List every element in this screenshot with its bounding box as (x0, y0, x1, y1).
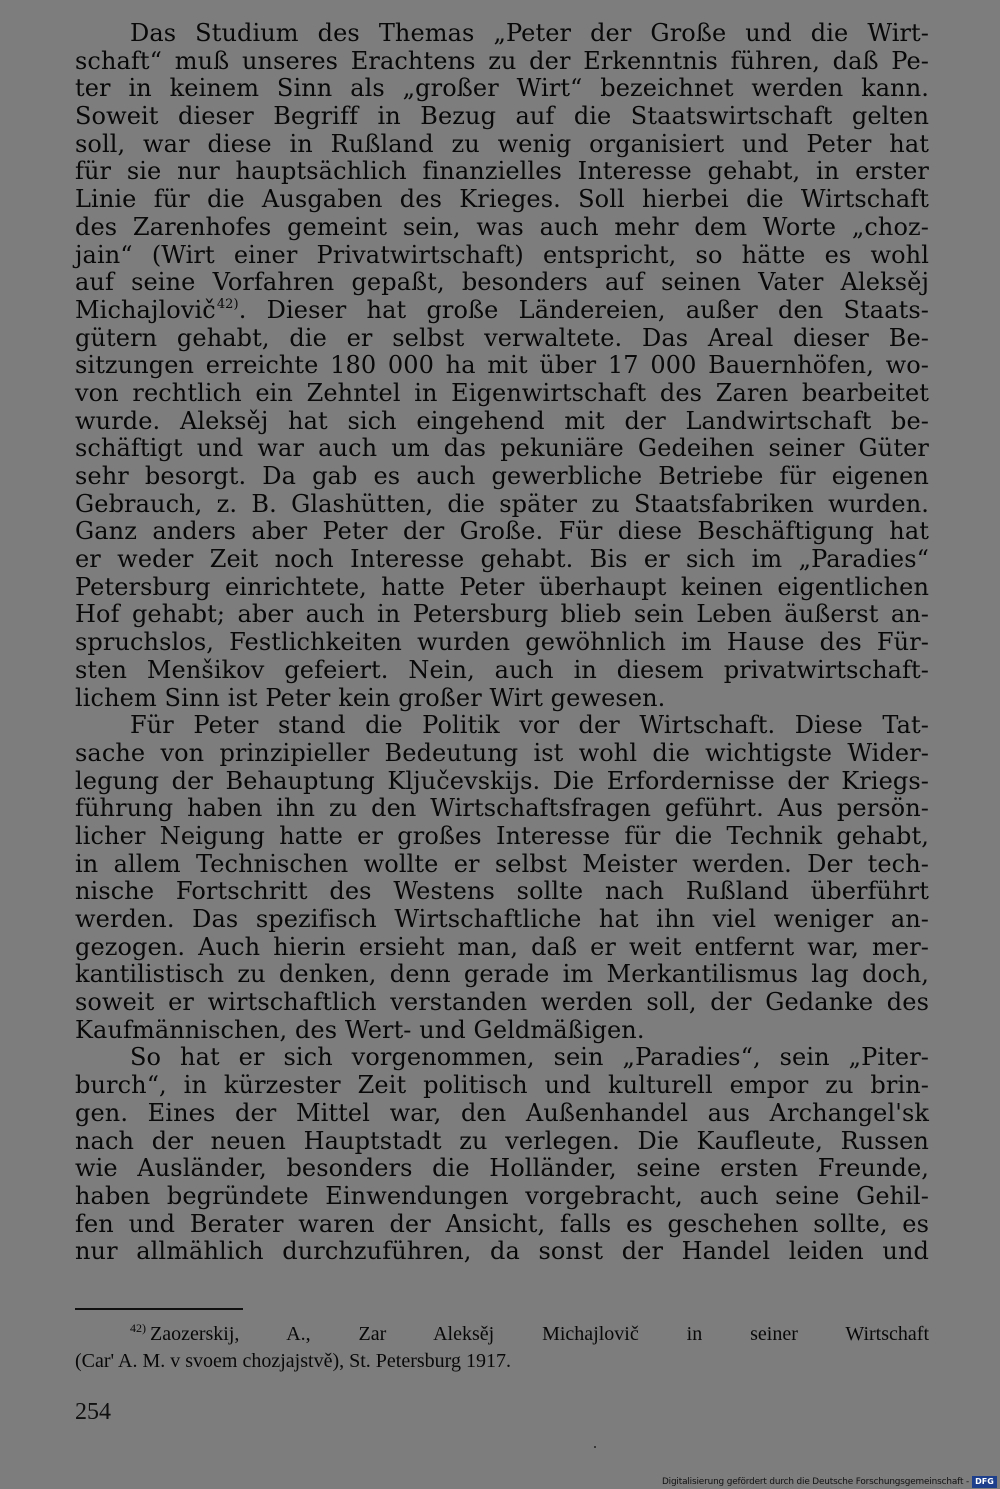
text-line: des Zarenhofes gemeint sein, was auch mehr dem Worte „choz- (75, 212, 929, 241)
scan-speck (594, 1446, 596, 1448)
text-line: Soweit dieser Begriff in Bezug auf die Staatswirtschaft gelten (75, 102, 929, 131)
text-line: schaft“ muß unseres Erachtens zu der Erkenntnis führen, daß Pe- (75, 46, 929, 75)
text-line: schäftigt und war auch um das pekuniäre Gedeihen seiner Güter (75, 434, 929, 463)
text-line: lichem Sinn ist Peter kein großer Wirt gewesen. (75, 683, 666, 712)
text-line: Gebrauch, z. B. Glashütten, die später zu Staatsfabriken wurden. (75, 489, 929, 518)
text-line: sten Menšikov gefeiert. Nein, auch in diesem privatwirtschaft- (75, 655, 929, 684)
text-line: er weder Zeit noch Interesse gehabt. Bis er sich im „Paradies“ (75, 545, 929, 574)
text-line: kantilistisch zu denken, denn gerade im Merkantilismus lag doch, (75, 960, 929, 989)
text-line: nach der neuen Hauptstadt zu verlegen. Die Kaufleute, Russen (75, 1126, 929, 1155)
text-line: wurde. Aleksěj hat sich eingehend mit der Landwirtschaft be- (75, 406, 929, 435)
text-line: Kaufmännischen, des Wert- und Geldmäßigen. (75, 1015, 645, 1044)
footnote-reference[interactable]: 42) (216, 296, 239, 312)
text-line: nur allmählich durchzuführen, da sonst der Handel leiden und (75, 1237, 929, 1266)
text-line: gen. Eines der Mittel war, den Außenhandel aus Archangel'sk (75, 1098, 929, 1127)
footnote (75, 1321, 929, 1375)
text-line: Hof gehabt; aber auch in Petersburg blieb sein Leben äußerst an- (75, 600, 929, 629)
text-line: burch“, in kürzester Zeit politisch und kulturell empor zu brin- (75, 1071, 929, 1100)
footnote-divider (75, 1308, 243, 1310)
body-text (75, 20, 929, 1266)
dfg-logo: DFG (972, 1476, 997, 1488)
text-fragment: Michajlovič (75, 295, 216, 324)
text-line: sache von prinzipieller Bedeutung ist wohl die wichtigste Wider- (75, 738, 929, 767)
digitization-banner (585, 1474, 1000, 1489)
text-line: in allem Technischen wollte er selbst Meister werden. Der tech- (75, 849, 929, 878)
text-line: gütern gehabt, die er selbst verwaltete. Das Areal dieser Be- (75, 323, 929, 352)
footnote-line: (Car' A. M. v svoem chozjajstvě), St. Petersburg 1917. (75, 1350, 511, 1372)
text-line: soweit er wirtschaftlich verstanden werden soll, der Gedanke des (75, 988, 929, 1017)
text-line: führung haben ihn zu den Wirtschaftsfragen geführt. Aus persön- (75, 794, 929, 823)
text-line: nische Fortschritt des Westens sollte nach Rußland überführt (75, 877, 929, 906)
text-line: wie Ausländer, besonders die Holländer, seine ersten Freunde, (75, 1154, 929, 1183)
text-fragment: . Dieser hat große Ländereien, außer den Staats- (238, 295, 929, 324)
text-line: von rechtlich ein Zehntel in Eigenwirtschaft des Zaren bearbeitet (75, 378, 929, 407)
footnote-line (75, 1321, 929, 1348)
text-line: spruchslos, Festlichkeiten wurden gewöhnlich im Hause des Für- (75, 628, 929, 657)
text-line: werden. Das spezifisch Wirtschaftliche hat ihn viel weniger an- (75, 905, 929, 933)
text-line: ter in keinem Sinn als „großer Wirt“ bezeichnet werden kann. (75, 74, 929, 103)
text-line: auf seine Vorfahren gepaßt, besonders auf seinen Vater Aleksěj (75, 268, 929, 297)
footnote-text: Zaozerskij, A., Zar Aleksěj Michajlovič in seiner Wirtschaft (150, 1323, 929, 1345)
text-line: gezogen. Auch hierin ersieht man, daß er weit entfernt war, mer- (75, 932, 929, 961)
text-line: So hat er sich vorgenommen, sein „Paradies“, sein „Piter- (130, 1043, 929, 1072)
text-line: sitzungen erreichte 180 000 ha mit über 17 000 Bauernhöfen, wo- (75, 351, 929, 380)
text-line: Für Peter stand die Politik vor der Wirtschaft. Diese Tat- (130, 711, 929, 740)
text-line: sehr besorgt. Da gab es auch gewerbliche Betriebe für eigenen (75, 462, 929, 490)
text-line: legung der Behauptung Ključevskijs. Die Erfordernisse der Kriegs- (75, 766, 929, 795)
text-line: für sie nur hauptsächlich finanzielles Interesse gehabt, in erster (75, 157, 929, 186)
page-number: 254 (75, 1399, 111, 1425)
text-line: Ganz anders aber Peter der Große. Für diese Beschäftigung hat (75, 517, 929, 546)
footnote-marker: 42) (130, 1321, 146, 1336)
text-line: soll, war diese in Rußland zu wenig organisiert und Peter hat (75, 129, 929, 158)
text-line: Das Studium des Themas „Peter der Große und die Wirt- (130, 19, 929, 47)
text-line-with-footnote-ref (75, 297, 929, 325)
text-line: Linie für die Ausgaben des Krieges. Soll hierbei die Wirtschaft (75, 185, 929, 214)
text-line: Petersburg einrichtete, hatte Peter überhaupt keinen eigentlichen (75, 572, 929, 601)
text-line: fen und Berater waren der Ansicht, falls es geschehen sollte, es (75, 1209, 929, 1238)
funding-note: Digitalisierung gefördert durch die Deutsche Forschungsgemeinschaft - (661, 1476, 969, 1487)
text-line: haben begründete Einwendungen vorgebracht, auch seine Gehil- (75, 1181, 929, 1210)
text-line: licher Neigung hatte er großes Interesse für die Technik gehabt, (75, 821, 929, 850)
text-line: jain“ (Wirt einer Privatwirtschaft) entspricht, so hätte es wohl (75, 240, 929, 269)
